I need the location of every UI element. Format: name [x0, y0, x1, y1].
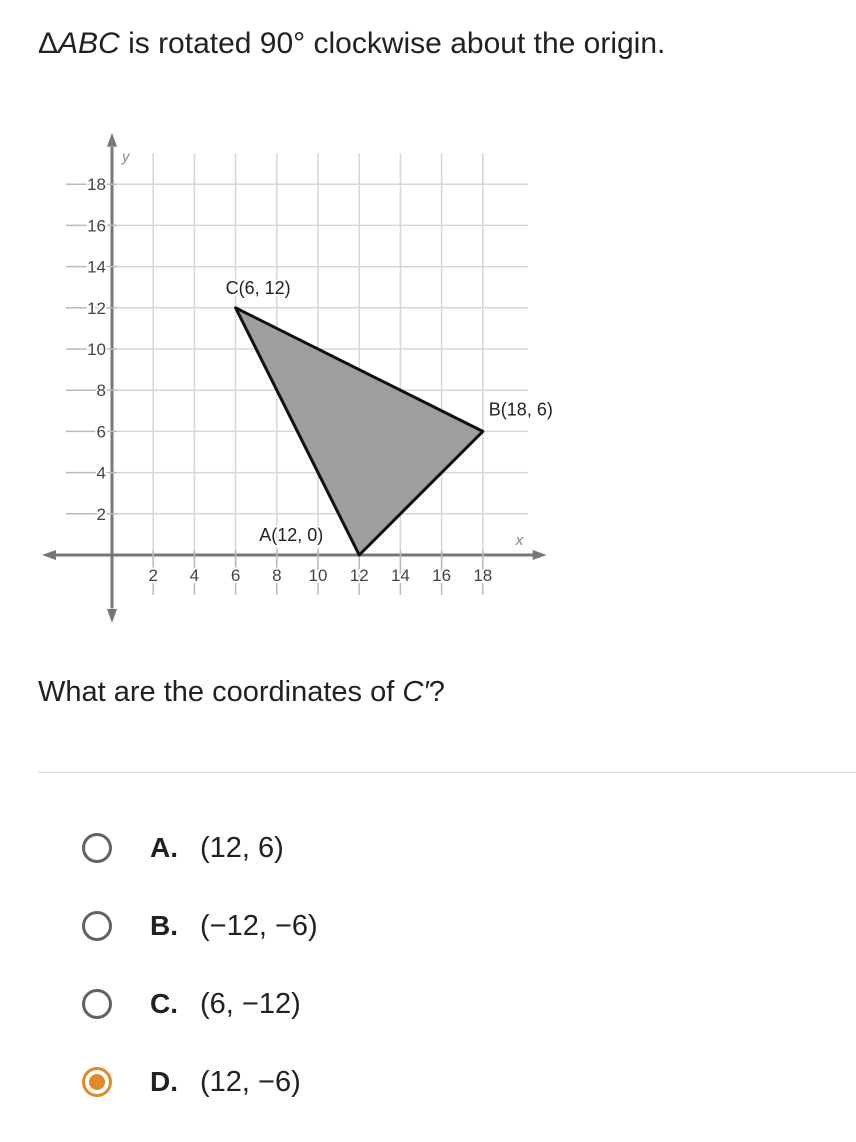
y-tick-label: 18 [87, 175, 106, 195]
coordinate-graph [36, 118, 556, 628]
x-tick-label: 6 [230, 566, 241, 585]
triangle-name: ABC [58, 27, 120, 60]
y-tick-label: 12 [87, 298, 106, 318]
choice-letter: A. [150, 832, 178, 863]
choice-text: (12, 6) [200, 831, 284, 864]
x-axis-arrow-right [533, 550, 547, 560]
y-tick-label: 2 [96, 504, 106, 524]
prompt-text [38, 672, 445, 712]
radio-dot [89, 1074, 105, 1090]
y-tick-label: 4 [96, 463, 106, 483]
x-tick-label: 16 [432, 566, 452, 585]
choice-text: (6, −12) [200, 987, 301, 1020]
y-tick-label: 6 [96, 422, 106, 442]
y-axis-label: y [122, 148, 130, 166]
y-axis-arrow-up [107, 133, 117, 147]
x-tick-label: 12 [349, 566, 369, 585]
choice-c[interactable] [82, 978, 482, 1030]
point-label-b: B(18, 6) [488, 399, 553, 420]
choice-letter: C. [150, 988, 178, 1019]
x-tick-label: 8 [272, 566, 282, 585]
point-label-a: A(12, 0) [259, 525, 324, 545]
y-tick-label: 8 [96, 381, 106, 401]
radio-icon[interactable] [82, 833, 112, 863]
x-tick-label: 14 [390, 566, 410, 585]
divider [38, 772, 856, 773]
prompt-before: What are the coordinates of [38, 676, 403, 708]
question-text [38, 24, 665, 64]
x-tick-label: 10 [308, 566, 328, 585]
y-tick-label: 14 [87, 257, 106, 277]
choice-text: (12, −6) [200, 1065, 301, 1098]
y-tick-label: 16 [87, 216, 106, 236]
y-axis-arrow-down [107, 609, 117, 623]
choice-d[interactable] [82, 1056, 482, 1108]
prompt-point: C′ [402, 676, 429, 708]
choice-text: (−12, −6) [200, 909, 318, 942]
choice-letter: B. [150, 910, 178, 941]
question-body: is rotated 90° clockwise about the origin. [119, 27, 666, 60]
radio-icon[interactable] [82, 911, 112, 941]
x-tick-label: 18 [473, 566, 493, 585]
triangle-symbol: Δ [38, 27, 59, 60]
x-axis-label: x [515, 532, 524, 549]
choice-letter: D. [150, 1066, 178, 1097]
prompt-after: ? [428, 676, 445, 708]
x-tick-label: 2 [148, 566, 158, 585]
point-label-c: C(6, 12) [225, 277, 291, 298]
x-axis-arrow-left [42, 550, 56, 560]
x-tick-label: 4 [189, 566, 200, 585]
choice-a[interactable] [82, 822, 482, 874]
y-tick-label: 10 [87, 340, 106, 359]
radio-selected-icon[interactable] [82, 1067, 112, 1097]
choice-b[interactable] [82, 900, 482, 952]
radio-icon[interactable] [82, 989, 112, 1019]
